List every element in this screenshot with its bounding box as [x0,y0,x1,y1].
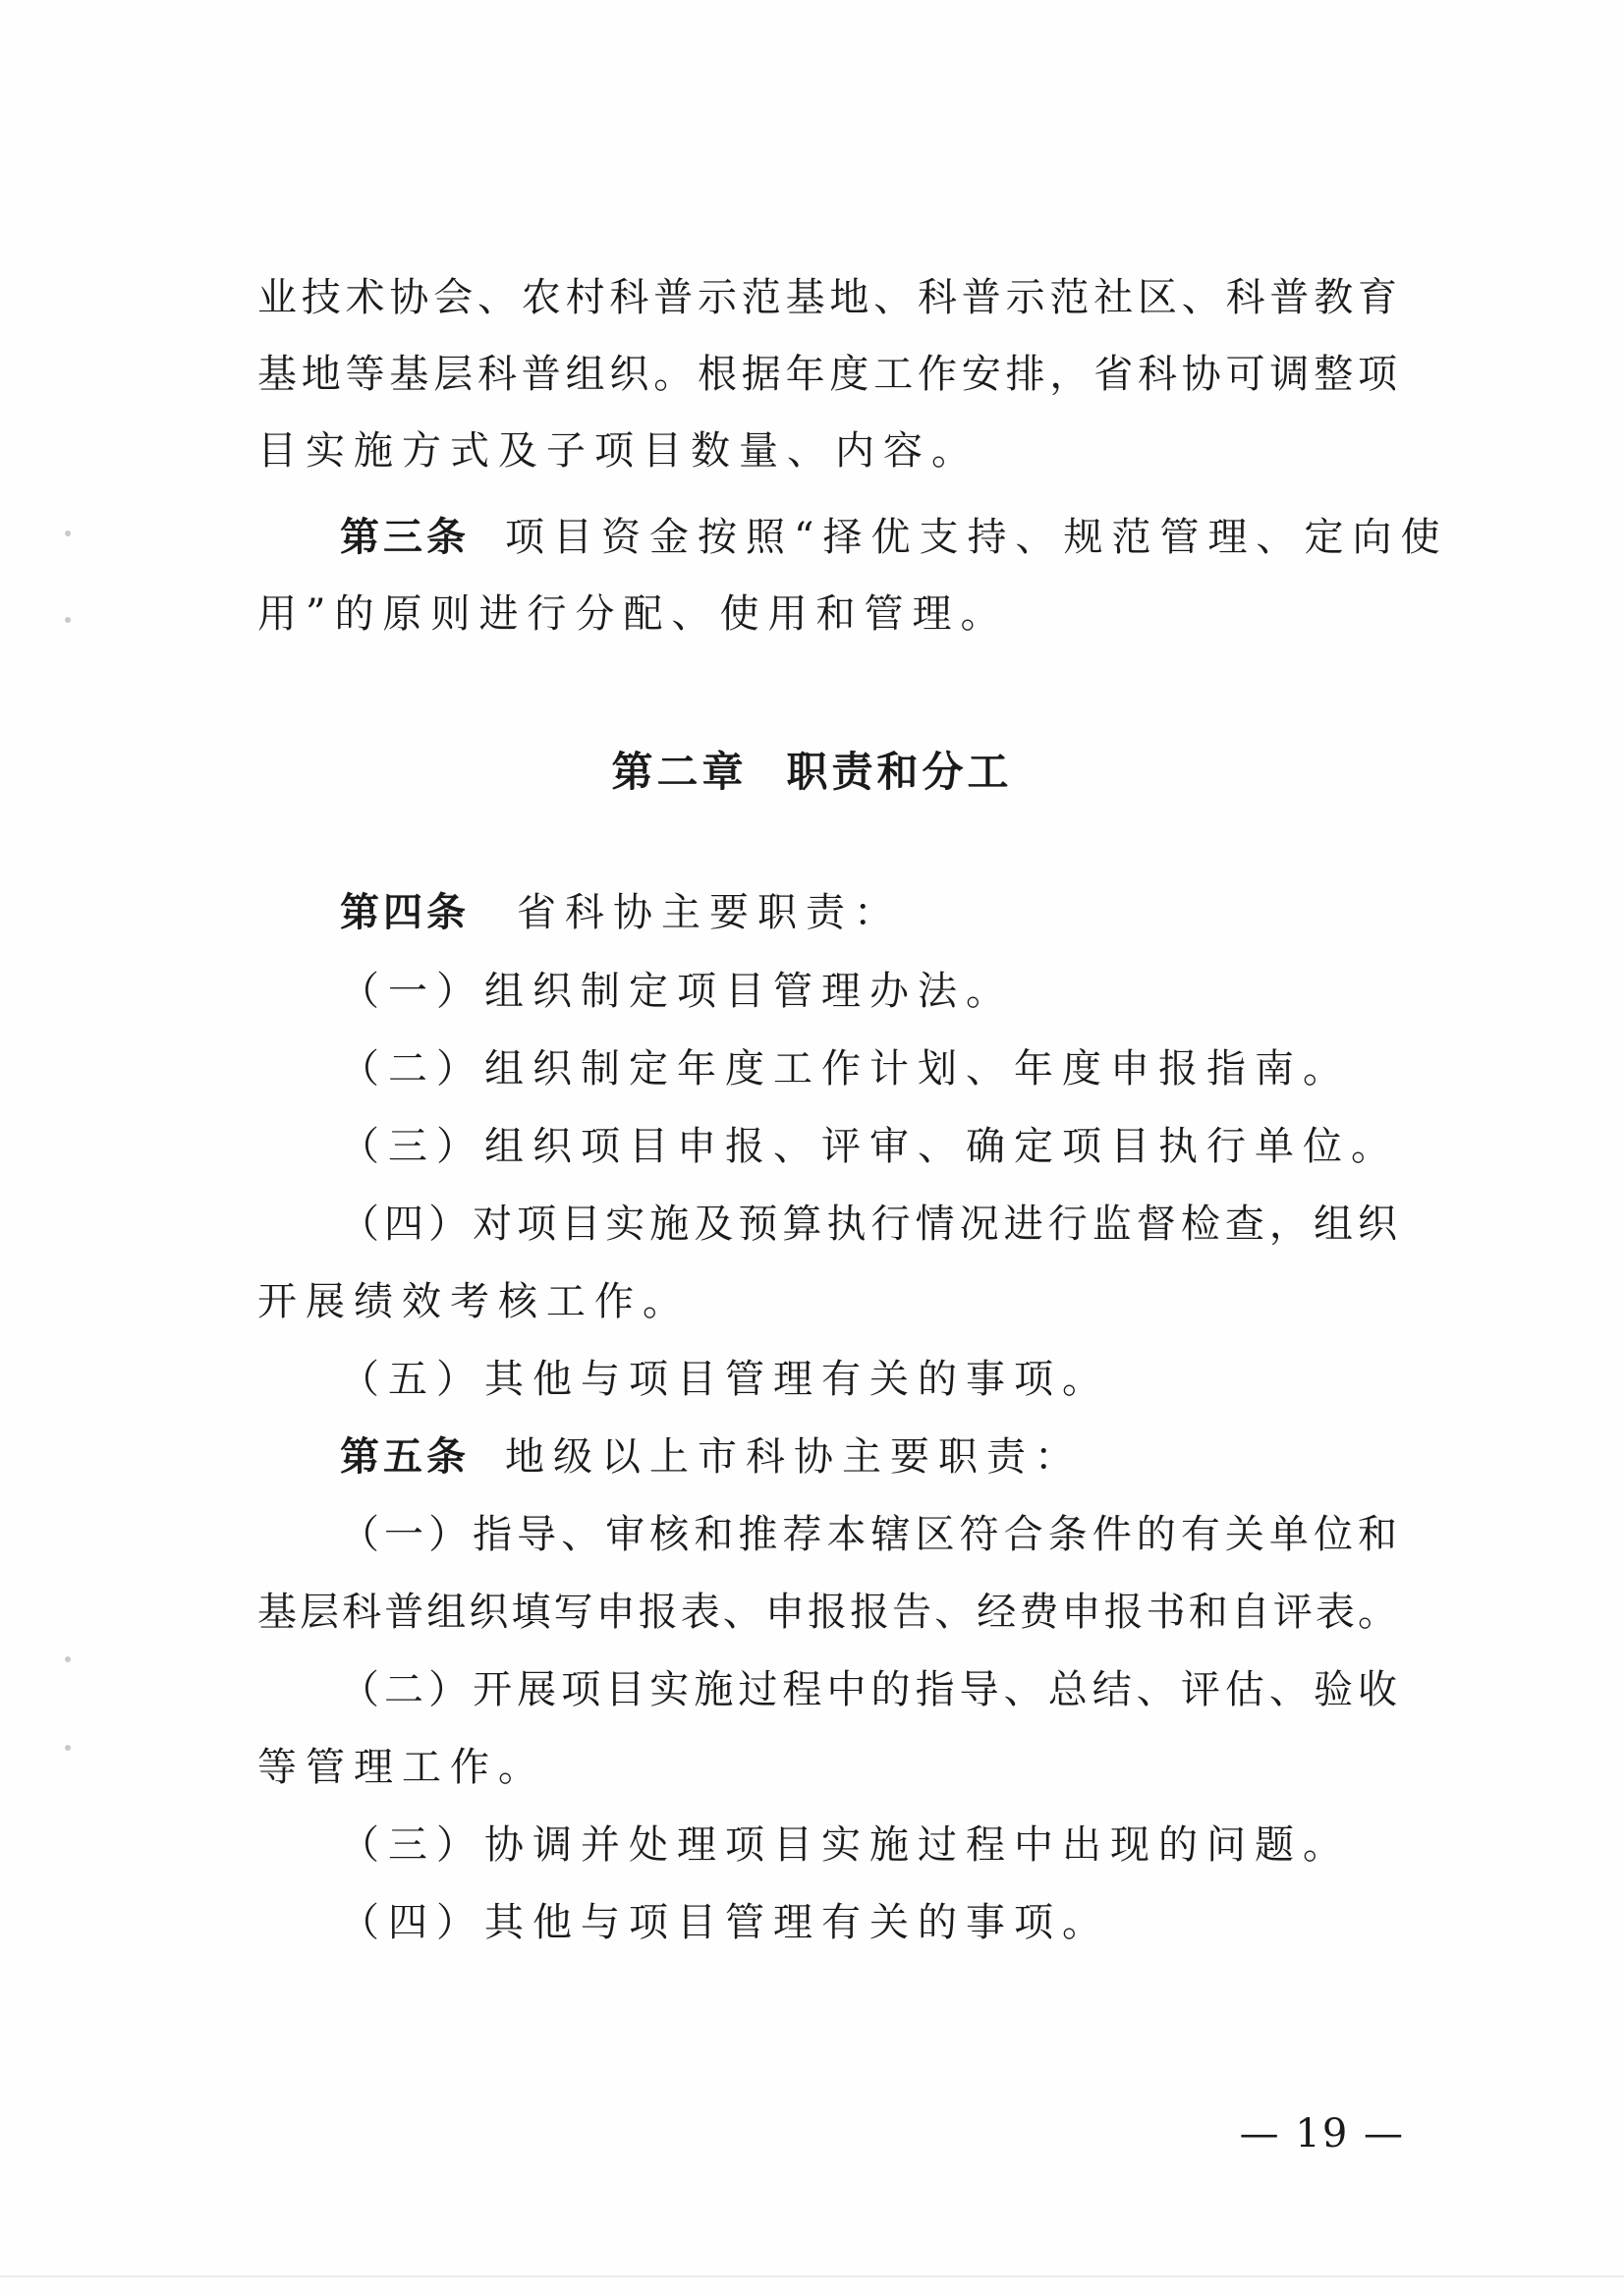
paragraph-line: 用”的原则进行分配、使用和管理。 [257,591,1009,637]
paragraph-line: 目实施方式及子项目数量、内容。 [257,428,980,474]
list-item: （一）组织制定项目管理办法。 [340,969,1014,1014]
article-5-intro: 地级以上市科协主要职责： [505,1434,1083,1480]
margin-mark [65,617,71,623]
list-item: （二）开展项目实施过程中的指导、总结、评估、验收 [340,1667,1397,1712]
margin-mark [65,1656,71,1662]
list-item: （四）对项目实施及预算执行情况进行监督检查，组织 [340,1202,1397,1247]
list-item-continuation: 等管理工作。 [257,1745,546,1790]
list-item: （四）其他与项目管理有关的事项。 [340,1900,1110,1945]
paragraph-line: 基地等基层科普组织。根据年度工作安排，省科协可调整项 [257,352,1397,397]
margin-mark [65,1745,71,1751]
page-number: — 19 — [1239,2111,1405,2156]
article-4-intro: 省科协主要职责： [517,890,902,935]
chapter-number: 第二章 [611,748,748,796]
article-3-label: 第三条 [340,515,470,560]
article-5-first-line [340,1431,1397,1483]
article-4-first-line [340,887,1397,938]
article-5-label: 第五条 [340,1434,470,1480]
list-item: （三）协调并处理项目实施过程中出现的问题。 [340,1822,1351,1868]
article-3-first-line [340,512,1449,563]
list-item-continuation: 基层科普组织填写申报表、申报报告、经费申报书和自评表。 [257,1590,1397,1635]
chapter-heading [0,745,1624,800]
margin-mark [65,531,71,536]
list-item: （五）其他与项目管理有关的事项。 [340,1357,1110,1402]
paragraph-line: 业技术协会、农村科普示范基地、科普示范社区、科普教育 [257,275,1397,320]
list-item: （一）指导、审核和推荐本辖区符合条件的有关单位和 [340,1512,1397,1557]
article-3-text: 项目资金按照“择优支持、规范管理、定向使 [505,515,1449,560]
list-item: （三）组织项目申报、评审、确定项目执行单位。 [340,1124,1399,1169]
chapter-title: 职责和分工 [786,748,1013,796]
list-item: （二）组织制定年度工作计划、年度申报指南。 [340,1046,1351,1092]
list-item-continuation: 开展绩效考核工作。 [257,1279,691,1324]
article-4-label: 第四条 [340,890,470,935]
bottom-edge [0,2275,1624,2277]
